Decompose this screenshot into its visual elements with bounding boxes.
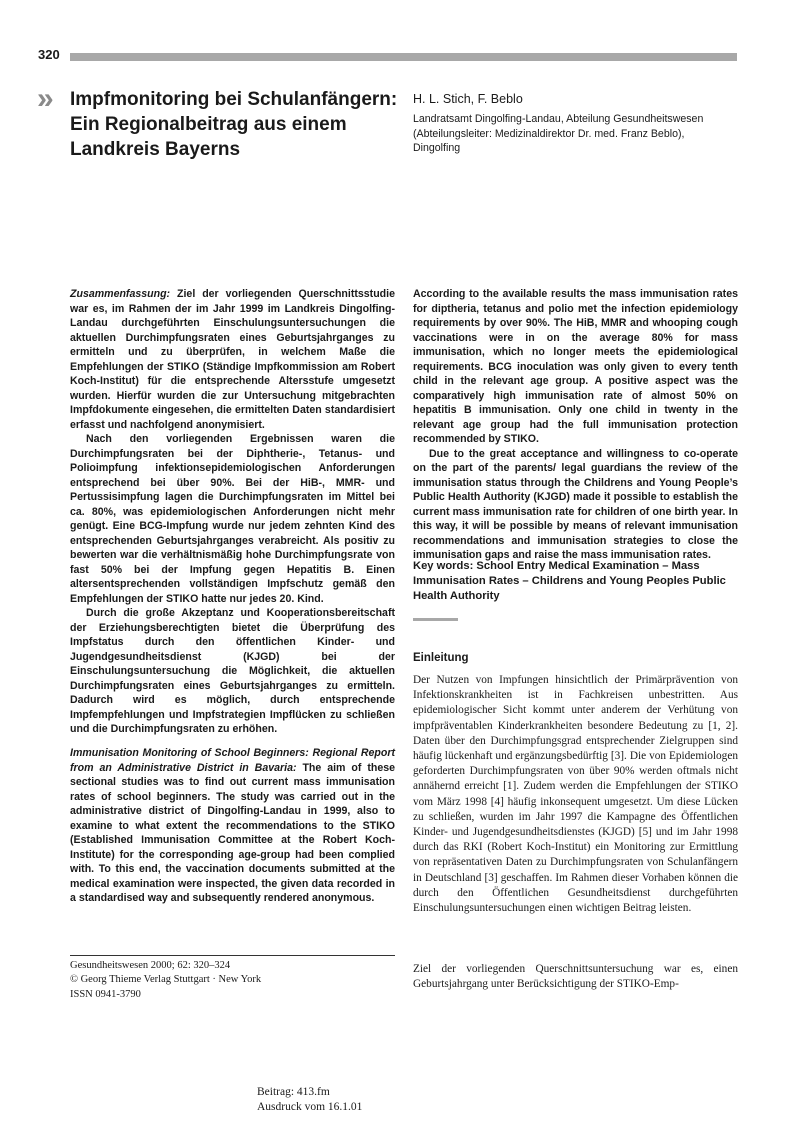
title-line: Impfmonitoring bei Schulanfängern: — [70, 89, 398, 110]
affiliation-line: Dingolfing — [413, 142, 461, 154]
summary-de-label: Zusammenfassung: — [70, 288, 171, 300]
summary-en — [70, 746, 395, 906]
title-line: Ein Regionalbeitrag aus einem — [70, 114, 347, 135]
summary-en-paragraph — [70, 746, 395, 906]
summary-de — [70, 287, 395, 737]
print-stamp — [257, 1085, 362, 1115]
stamp-line: Beitrag: 413.fm — [257, 1086, 330, 1098]
affiliation — [413, 112, 743, 156]
citation-issn: ISSN 0941-3790 — [70, 988, 141, 1000]
header-rule — [70, 53, 737, 61]
summary-en-paragraph: Due to the great acceptance and willingness to co-operate on the part of the parents/ legal guardians the review of the immunisation status through the Childrens and Young People’s Public Health Authority (KJGD) made it possible to establish the current mass immunisation rate for children of one birth year. In this way, it will be possible by means of relevant immunisation recommendations and immunisation strategies to close the immunisation gaps and raise the mass immunisation rates. — [413, 447, 738, 561]
keywords-label: Key words: — [413, 560, 474, 572]
footer-rule — [70, 955, 395, 956]
summary-de-paragraph: Nach den vorliegenden Ergebnissen waren die Durchimpfungsraten bei der Diphtherie-, Tetanus- und Polioimpfung infektionsepidemiologischen Anforderungen entsprechend bei über 90%. Bei der HiB-, MMR- und Pertussisimpfung lagen die Durchimpfungsraten im Mittel bei ca. 80%, was epidemiologischen Anforderungen nicht mehr genügt. Eine BCG-Impfung wurde nur jedem zehnten Kind des entsprechenden Geburtsjahrganges verabreicht. Als positiv zu bewerten war die verhältnismäßig hohe Durchimpfungsrate von fast 50% bei der Impfung gegen Hepatitis B. Einen altersentsprechenden vollständigen Impfschutz gemäß den Empfehlungen der STIKO hatte nur jedes 20. Kind. — [70, 433, 395, 605]
chevron-icon: » — [37, 82, 50, 115]
summary-en-label: Immunisation Monitoring of School Beginners: Regional Report from an Administrative District in Bavaria: — [70, 747, 395, 774]
keywords — [413, 559, 738, 604]
section-divider — [413, 618, 458, 621]
section-heading: Einleitung — [413, 652, 469, 664]
summary-de-text: Ziel der vorliegenden Querschnittsstudie war es, im Rahmen der im Jahr 1999 im Landkreis Dingolfing-Landau durchgeführten Einschulungsuntersuchungen die aktuellen Durchimpfungsraten eines Geburtsjahrganges zu ermitteln und zu überprüfen, in welchem Maße die Empfehlungen der STIKO (Ständige Impfkommission am Robert Koch-Institut) für die entsprechende Altersstufe umgesetzt wurden. Hierfür wurden die zur Untersuchung mitgebrachten Impfdokumente eingesehen, die ermittelten Daten standardisiert erfasst und nachfolgend anonymisiert. — [70, 288, 395, 431]
summary-en-paragraph: According to the available results the mass immunisation rates for diptheria, tetanus and polio met the infection epidemiology requirements by over 90%. The HiB, MMR and whooping cough vaccinations were in on the average 80% for mass immunisation, which no longer meets the epidemiological requirements. BCG inoculation was only given to every tenth child in the relevant age group. A positive aspect was the comparatively high immunisation rate of almost 50% on hepatitis B immunisation. Only one child in twenty in the relevant age group had the full immunisation protection recommended by STIKO. — [413, 288, 738, 445]
article-title — [70, 87, 400, 162]
intro-paragraph: Ziel der vorliegenden Querschnittsuntersuchung war es, einen Geburtsjahrgang unter Berücksichtigung der STIKO-Emp- — [413, 963, 738, 991]
citation-journal: Gesundheitswesen 2000; 62: 320–324 — [70, 960, 231, 971]
summary-en-text: The aim of these sectional studies was to find out current mass immunisation rates of school beginners. The study was carried out in the administrative district of Dingolfing-Landau in 1999, also to examine to what extent the recommendations to the STIKO (Established Immunisation Committee at the Robert Koch-Institute) for the corresponding age-group had been complied with. To this end, the vaccination documents submitted at the medical examination were inspected, the given data recorded in a standardised way and subsequently rendered anonymous. — [70, 761, 395, 904]
title-line: Landkreis Bayerns — [70, 139, 241, 160]
affiliation-line: (Abteilungsleiter: Medizinaldirektor Dr. med. Franz Beblo), — [413, 127, 685, 140]
intro-paragraph: Der Nutzen von Impfungen hinsichtlich der Primärprävention von Infektionskrankheiten ist in Fachkreisen unbestritten. Aus epidemiologischer Sicht kommt unter anderem der Verhütung von impfpräventablen Kinderkrankheiten besondere Bedeutung zu [1, 2]. Daten über den Durchimpfungsgrad entsprechender Zielgruppen sind häufig lückenhaft und ergänzungsbedürftig [3]. Die von Epidemiologen geforderten Durchimpfungsraten von über 90% werden oftmals nicht annähernd erreicht [1]. Zudem werden die Empfehlungen der STIKO vom März 1998 [4] häufig inkonsequent umgesetzt. Um diese Lücken zu schließen, wurden im Jahr 1997 die Kampagne des Öffentlichen Kinder- und Jugendgesundheitsdienstes (KJGD) [5] und im Jahr 1998 durch das RKI (Robert Koch-Institut) ein Monitoring zur Ermittlung von repräsentativen Daten zu Durchimpfungsraten von Schulanfängern in Deutschland [3] geschaffen. Im Rahmen dieser Vorhaben können die durch den Öffentlichen Gesundheitsdienst durchgeführten Einschulungsuntersuchungen einen wichtigen Beitrag leisten. — [413, 674, 738, 915]
citation — [70, 959, 261, 1002]
stamp-line: Ausdruck vom 16.1.01 — [257, 1101, 363, 1113]
summary-de-paragraph: Durch die große Akzeptanz und Kooperationsbereitschaft der Erziehungsberechtigten bietet die Überprüfung des Impfstatus durch den öffentlichen Kinder- und Jugendgesundheitsdienst (KJGD) bei der Einschulungsuntersuchung die Möglichkeit, die aktuellen Durchimpfungsraten eines Geburtsjahrganges zu ermitteln. Dadurch wird es möglich, durch entsprechende Impfempfehlungen und Impfstrategien Impflücken zu schließen und die Durchimpfungsraten zu erhöhen. — [70, 607, 395, 735]
summary-en-continued — [413, 287, 738, 563]
citation-publisher: © Georg Thieme Verlag Stuttgart · New York — [70, 974, 262, 986]
page-number: 320 — [38, 47, 60, 62]
authors: H. L. Stich, F. Beblo — [413, 92, 523, 106]
affiliation-line: Landratsamt Dingolfing-Landau, Abteilung Gesundheitswesen — [413, 113, 704, 125]
summary-de-paragraph — [70, 287, 395, 432]
keywords-text: School Entry Medical Examination – Mass Immunisation Rates – Childrens and Young Peoples Public Health Authority — [413, 560, 726, 602]
